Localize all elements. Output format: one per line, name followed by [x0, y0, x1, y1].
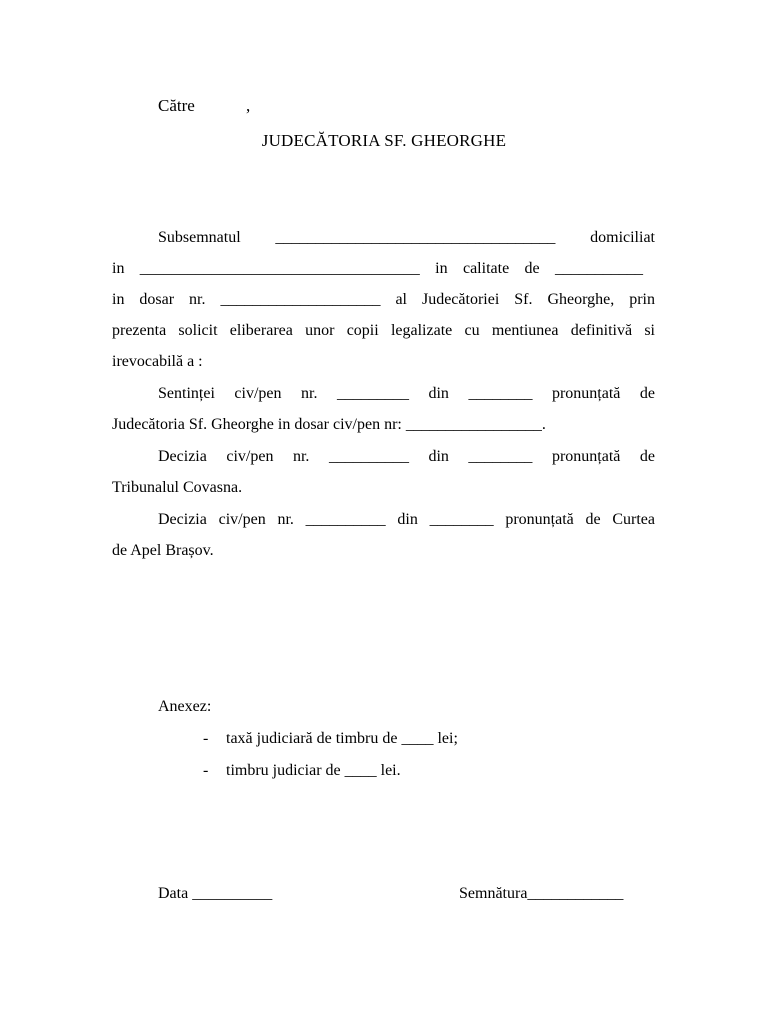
body-line-11: de Apel Brașov. — [112, 542, 214, 559]
body-line-7: Judecătoria Sf. Gheorghe in dosar civ/pen nr: _________________. — [112, 416, 546, 433]
court-heading: JUDECĂTORIA SF. GHEORGHE — [261, 131, 507, 150]
body-line-8: Decizia civ/pen nr. __________ din ________ pronunțată de — [158, 448, 655, 465]
date-field: Data __________ — [158, 885, 273, 902]
addressee-comma: , — [246, 96, 251, 115]
annex-bullet-2: - — [203, 762, 209, 779]
annex-bullet-1: - — [203, 730, 209, 747]
annex-item-1: taxă judiciară de timbru de ____ lei; — [226, 730, 458, 747]
body-line-4: prezenta solicit eliberarea unor copii legalizate cu mentiunea definitivă si — [112, 322, 655, 339]
body-line-3: in dosar nr. ____________________ al Judecătoriei Sf. Gheorghe, prin — [112, 291, 655, 308]
signature-field: Semnătura____________ — [459, 885, 624, 902]
body-line-9: Tribunalul Covasna. — [112, 479, 243, 496]
body-line-1: Subsemnatul ___________________________________ domiciliat — [158, 229, 655, 246]
annex-label: Anexez: — [158, 698, 212, 715]
body-line-5: irevocabilă a : — [112, 353, 203, 370]
body-line-2: in ___________________________________ in calitate de ___________ — [112, 260, 643, 277]
body-line-6: Sentinței civ/pen nr. _________ din ________ pronunțată de — [158, 385, 655, 402]
addressee-label: Către — [158, 96, 195, 115]
annex-item-2: timbru judiciar de ____ lei. — [226, 762, 401, 779]
body-line-10: Decizia civ/pen nr. __________ din ________ pronunțată de Curtea — [158, 511, 655, 528]
